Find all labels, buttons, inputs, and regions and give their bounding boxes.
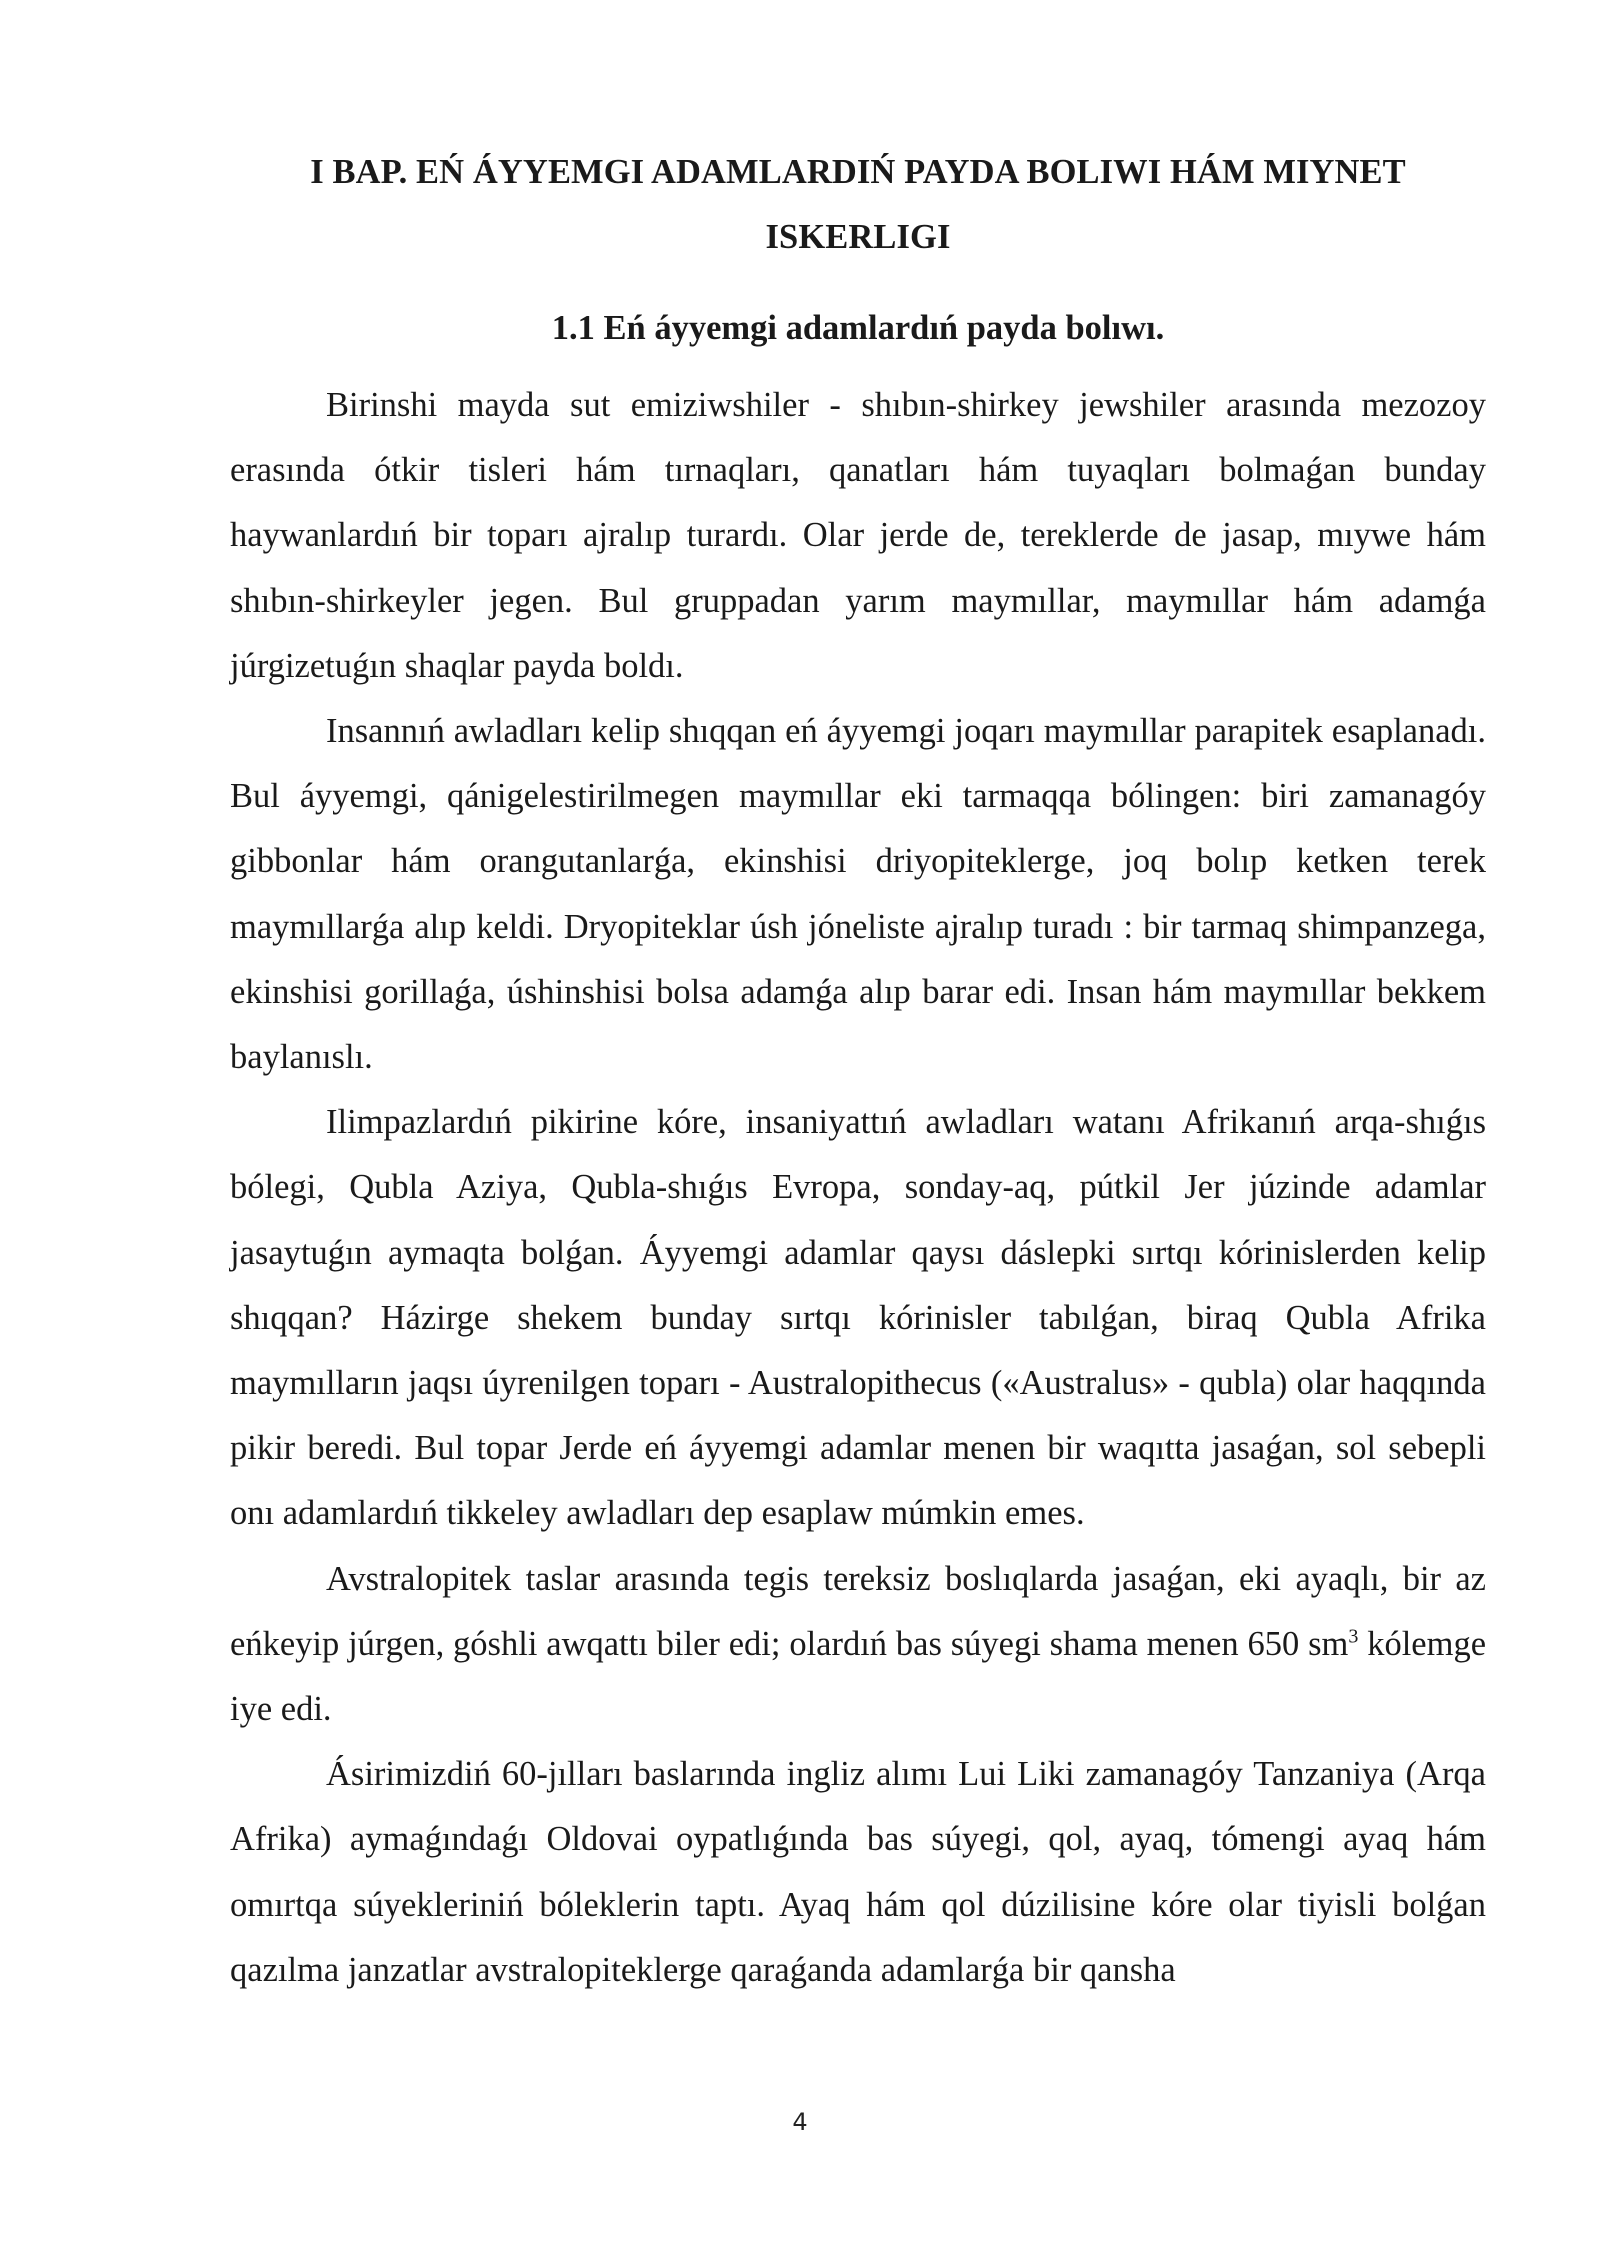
paragraph-2: Insannıń awladları kelip shıqqan eń áyyemgi joqarı maymıllar parapitek esaplanadı. Bul áyyemgi, qánigelestirilmegen maymıllar eki tarmaqqa bólingen: biri zamanagóy gibbonlar hám orangutanlarǵa, ekinshisi driyopiteklerge, joq bolıp ketken terek maymıllarǵa alıp keldi. Dryopiteklar úsh jóneliste ajralıp turadı : bir tarmaq shimpanzega, ekinshisi gorillaǵa, úshinshisi bolsa adamǵa alıp barar edi. Insan hám maymıllar bekkem baylanıslı.	[230, 712, 1486, 1077]
paragraph-4-tail: kólemge iye edi.	[230, 1624, 1487, 1729]
superscript-cube: 3	[1348, 1625, 1359, 1648]
document-page	[230, 140, 1486, 2003]
paragraph-4	[230, 1547, 1486, 1743]
paragraph-5: Ásirimizdiń 60-jılları baslarında ingliz alımı Lui Liki zamanagóy Tanzaniya (Arqa Afrika) aymaǵındaǵı Oldovai oypatlıǵında bas súyegi, qol, ayaq, tómengi ayaq hám omırtqa súyekleriniń bóleklerin taptı. Ayaq hám qol dúzilisine kóre olar tiyisli bolǵan qazılma janzatlar avstralopiteklerge qaraǵanda adamlarǵa bir qansha	[230, 1755, 1486, 1989]
chapter-title: I BAP. EŃ ÁYYEMGI ADAMLARDIŃ PAYDA BOLIWI HÁM MIYNET ISKERLIGI	[310, 153, 1406, 256]
section-title: 1.1 Eń áyyemgi adamlardıń payda bolıwı.	[551, 309, 1165, 347]
paragraph-4-text: Avstralopitek taslar arasında tegis tereksiz boslıqlarda jasaǵan, eki ayaqlı, bir az eńkeyip júrgen, góshli awqattı biler edi; olardıń bas súyegi shama menen 650 sm	[230, 1559, 1486, 1663]
page-number: 4	[792, 2108, 808, 2136]
paragraph-3: Ilimpazlardıń pikirine kóre, insaniyattıń awladları watanı Afrikanıń arqa-shıǵıs bólegi, Qubla Aziya, Qubla-shıǵıs Evropa, sonday-aq, pútkil Jer júzinde adamlar jasaytuǵın aymaqta bolǵan. Áyyemgi adamlar qaysı dáslepki sırtqı kórinislerden kelip shıqqan? Házirge shekem bunday sırtqı kórinisler tabılǵan, biraq Qubla Afrika maymılların jaqsı úyrenilgen toparı - Australopithecus («Australus» - qubla) olar haqqında pikir beredi. Bul topar Jerde eń áyyemgi adamlar menen bir waqıtta jasaǵan, sol sebepli onı adamlardıń tikkeley awladları dep esaplaw múmkin emes.	[230, 1103, 1486, 1533]
paragraph-1: Birinshi mayda sut emiziwshiler - shıbın-shirkey jewshiler arasında mezozoy erasında ótkir tisleri hám tırnaqları, qanatları hám tuyaqları bolmaǵan bunday haywanlardıń bir toparı ajralıp turardı. Olar jerde de, tereklerde de jasap, mıywe hám shıbın-shirkeyler jegen. Bul gruppadan yarım maymıllar, maymıllar hám adamǵa júrgizetuǵın shaqlar payda boldı.	[230, 386, 1486, 685]
